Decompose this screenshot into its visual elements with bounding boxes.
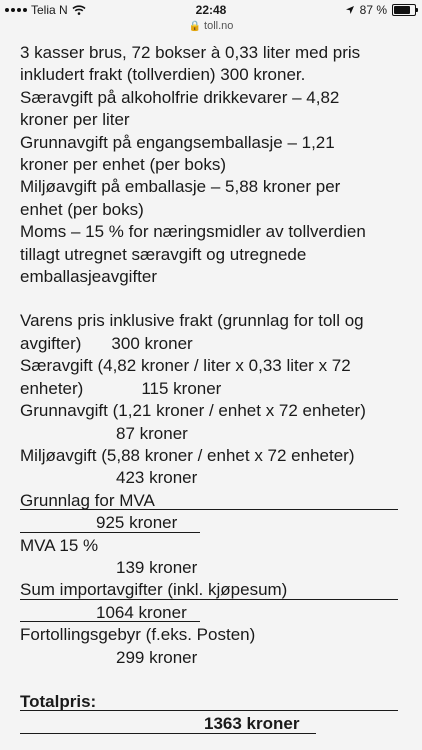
fee-value: 299 kroner (116, 647, 198, 667)
intro-line: kroner per enhet (per boks) (20, 155, 226, 175)
intro-line: tillagt utregnet særavgift og utregnede (20, 244, 307, 264)
saeravgift-label: Særavgift (4,82 kroner / liter x 0,33 liter x 72 (20, 356, 351, 376)
carrier-name: Telia N (31, 3, 68, 17)
total-value-row (20, 713, 412, 735)
sum-label: Sum importavgifter (inkl. kjøpesum) (20, 580, 288, 600)
intro-line: 3 kasser brus, 72 bokser à 0,33 liter med pris (20, 43, 361, 62)
sum-value-row (20, 602, 412, 624)
mva-base-label-row (20, 490, 412, 512)
grunnavgift-value: 87 kroner (116, 423, 188, 443)
price-row (20, 333, 412, 355)
price-value: 300 kroner (111, 333, 193, 353)
mva-base-label: Grunnlag for MVA (20, 490, 155, 510)
intro-line: enhet (per boks) (20, 199, 144, 219)
grunnavgift-row (20, 423, 412, 445)
price-label-cont: avgifter) (20, 333, 82, 353)
intro-line: Grunnavgift på engangsemballasje – 1,21 (20, 132, 335, 152)
sum-label-row (20, 579, 412, 601)
calculation-block (20, 310, 412, 735)
price-label: Varens pris inklusive frakt (grunnlag for toll og (20, 311, 364, 331)
lock-icon: 🔒 (188, 21, 202, 32)
intro-paragraph (20, 42, 412, 288)
total-label: Totalpris: (20, 691, 97, 711)
battery-percentage: 87 % (359, 3, 387, 17)
mva-value: 139 kroner (116, 557, 198, 577)
saeravgift-label-cont: enheter) (20, 378, 84, 398)
grunnavgift-label: Grunnavgift (1,21 kroner / enhet x 72 enheter) (20, 401, 366, 421)
article-content (20, 42, 412, 736)
total-value: 1363 kroner (204, 714, 300, 734)
mva-base-value: 925 kroner (96, 513, 178, 533)
battery-icon (392, 4, 416, 16)
fee-row (20, 647, 412, 669)
mva-base-value-row (20, 512, 412, 534)
intro-line: Særavgift på alkoholfrie drikkevarer – 4,82 (20, 87, 340, 107)
intro-line: kroner per liter (20, 110, 130, 130)
total-label-row (20, 691, 412, 713)
mva-label: MVA 15 % (20, 535, 99, 555)
saeravgift-row (20, 378, 412, 400)
address-bar[interactable] (0, 20, 422, 36)
sum-value: 1064 kroner (96, 602, 187, 622)
location-arrow-icon (345, 5, 355, 15)
status-right (345, 3, 416, 17)
intro-line: emballasjeavgifter (20, 267, 158, 287)
intro-line: Moms – 15 % for næringsmidler av tollverdien (20, 222, 366, 242)
mva-row (20, 557, 412, 579)
miljoavgift-value: 423 kroner (116, 468, 198, 488)
saeravgift-value: 115 kroner (141, 378, 222, 398)
url-domain: toll.no (204, 20, 234, 32)
fee-label: Fortollingsgebyr (f.eks. Posten) (20, 625, 256, 645)
clock: 22:48 (195, 3, 227, 17)
miljoavgift-row (20, 467, 412, 489)
status-bar (0, 0, 422, 22)
intro-line: inkludert frakt (tollverdien) 300 kroner. (20, 65, 306, 85)
miljoavgift-label: Miljøavgift (5,88 kroner / enhet x 72 enheter) (20, 445, 355, 465)
intro-line: Miljøavgift på emballasje – 5,88 kroner per (20, 177, 341, 197)
